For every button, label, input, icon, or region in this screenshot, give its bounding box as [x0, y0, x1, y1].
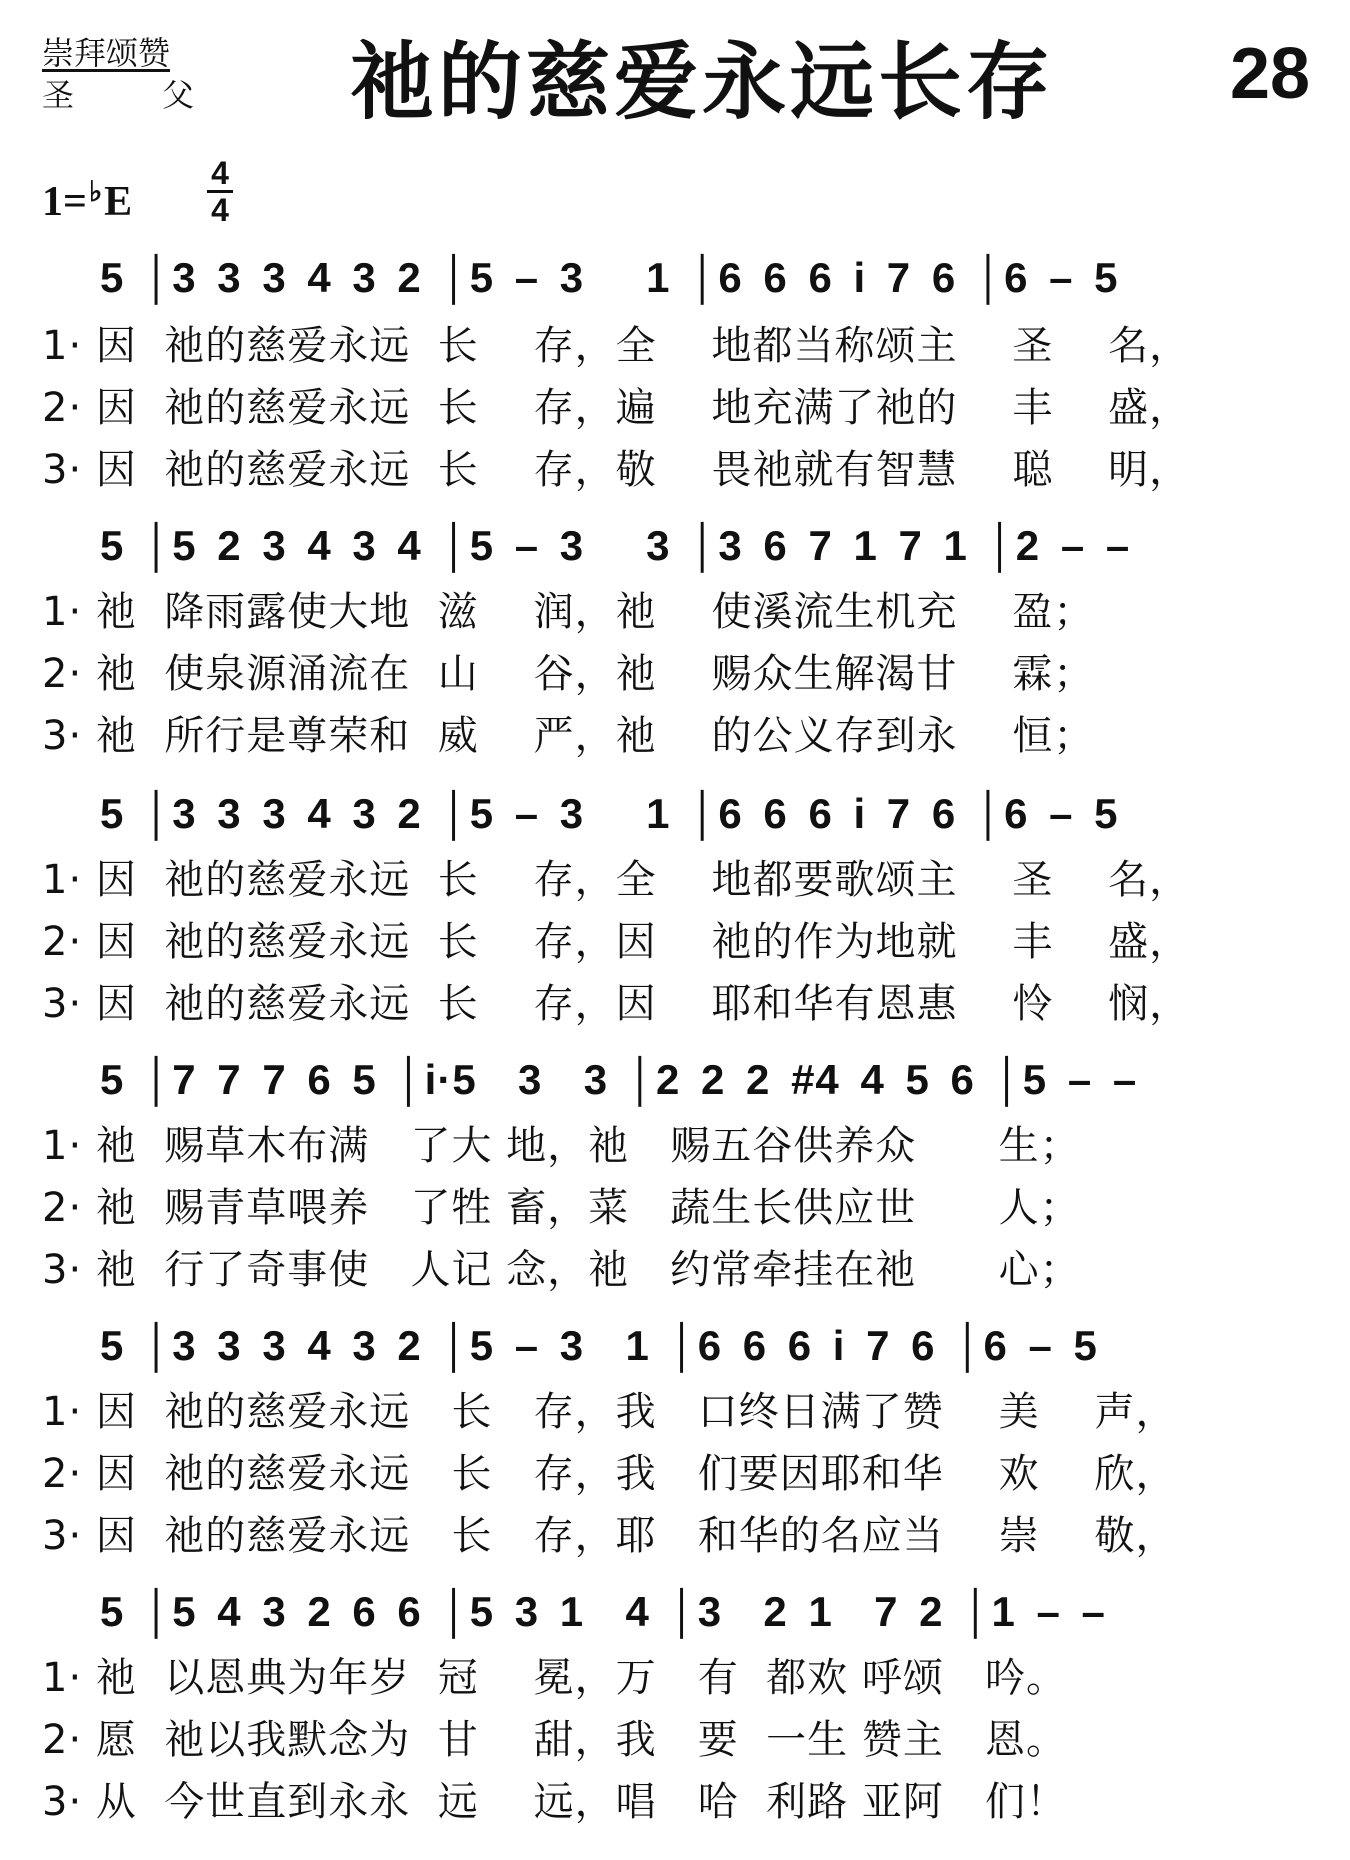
notation-line: 5 │5 4 3 2 6 6 │5 3 1 4 │3 2 1 7 2 │1 – –	[100, 1588, 1106, 1635]
notation-line: 5 │3 3 3 4 3 2 │5 – 3 1 │6 6 6 i 7 6 │6 – 5	[100, 790, 1119, 837]
notation-line: 5 │3 3 3 4 3 2 │5 – 3 1 │6 6 6 i 7 6 │6 – 5	[100, 1322, 1098, 1369]
lyric-line: 1· 因 祂的慈爱永远 长 存，全 地都要歌颂主 圣 名，	[42, 857, 1191, 903]
lyric-line: 2· 祂 使泉源涌流在 山 谷，祂 赐众生解渴甘 霖；	[42, 651, 1095, 697]
notation-line: 5 │3 3 3 4 3 2 │5 – 3 1 │6 6 6 i 7 6 │6 – 5	[100, 254, 1119, 301]
lyric-line: 3· 因 祂的慈爱永远 长 存，敬 畏祂就有智慧 聪 明，	[42, 447, 1191, 493]
lyric-line: 3· 因 祂的慈爱永远 长 存，耶 和华的名应当 崇 敬，	[42, 1513, 1177, 1559]
score-header	[0, 0, 1350, 150]
subcategory-right: 父	[162, 76, 197, 114]
hymn-title: 祂的慈爱永远长存	[350, 33, 1055, 131]
notation-line: 5 │7 7 7 6 5 │i·5 3 3 │2 2 2 #4 4 5 6 │5 – –	[100, 1056, 1138, 1103]
lyric-line: 1· 因 祂的慈爱永远 长 存，全 地都当称颂主 圣 名，	[42, 323, 1191, 369]
lyric-line: 1· 因 祂的慈爱永远 长 存，我 口终日满了赞 美 声，	[42, 1389, 1177, 1435]
meter-top: 4	[211, 155, 229, 191]
lyric-line: 3· 因 祂的慈爱永远 长 存，因 耶和华有恩惠 怜 悯，	[42, 981, 1191, 1027]
lyric-line: 2· 因 祂的慈爱永远 长 存，因 祂的作为地就 丰 盛，	[42, 919, 1191, 965]
meter-bottom: 4	[211, 192, 229, 228]
subcategory-left: 圣	[42, 76, 77, 114]
lyric-line: 1· 祂 赐草木布满 了大 地，祂 赐五谷供养众 生；	[42, 1123, 1081, 1169]
lyric-line: 1· 祂 降雨露使大地 滋 润，祂 使溪流生机充 盈；	[42, 589, 1095, 635]
lyric-line: 3· 从 今世直到永永 远 远，唱 哈 利路 亚阿 们！	[42, 1779, 1068, 1825]
hymn-subcategory	[42, 76, 196, 114]
hymn-category: 崇拜颂赞	[42, 34, 171, 72]
lyric-line: 3· 祂 所行是尊荣和 威 严，祂 的公义存到永 恒；	[42, 713, 1095, 759]
key-prefix: 1=	[42, 179, 87, 225]
lyric-line: 2· 因 祂的慈爱永远 长 存，我 们要因耶和华 欢 欣，	[42, 1451, 1177, 1497]
notation-line: 5 │5 2 3 4 3 4 │5 – 3 3 │3 6 7 1 7 1 │2 – –	[100, 522, 1131, 569]
key-signature	[42, 168, 132, 227]
flat-sign: ♭	[88, 177, 103, 208]
lyric-line: 2· 祂 赐青草喂养 了牲 畜，菜 蔬生长供应世 人；	[42, 1185, 1081, 1231]
lyric-line: 1· 祂 以恩典为年岁 冠 冕，万 有 都欢 呼颂 吟。	[42, 1655, 1068, 1701]
lyric-line: 3· 祂 行了奇事使 人记 念，祂 约常牵挂在祂 心；	[42, 1247, 1081, 1293]
time-signature	[205, 155, 235, 228]
lyric-line: 2· 因 祂的慈爱永远 长 存，遍 地充满了祂的 丰 盛，	[42, 385, 1191, 431]
key-note: E	[104, 179, 133, 225]
hymn-number: 28	[1230, 34, 1311, 114]
lyric-line: 2· 愿 祂以我默念为 甘 甜，我 要 一生 赞主 恩。	[42, 1717, 1068, 1763]
